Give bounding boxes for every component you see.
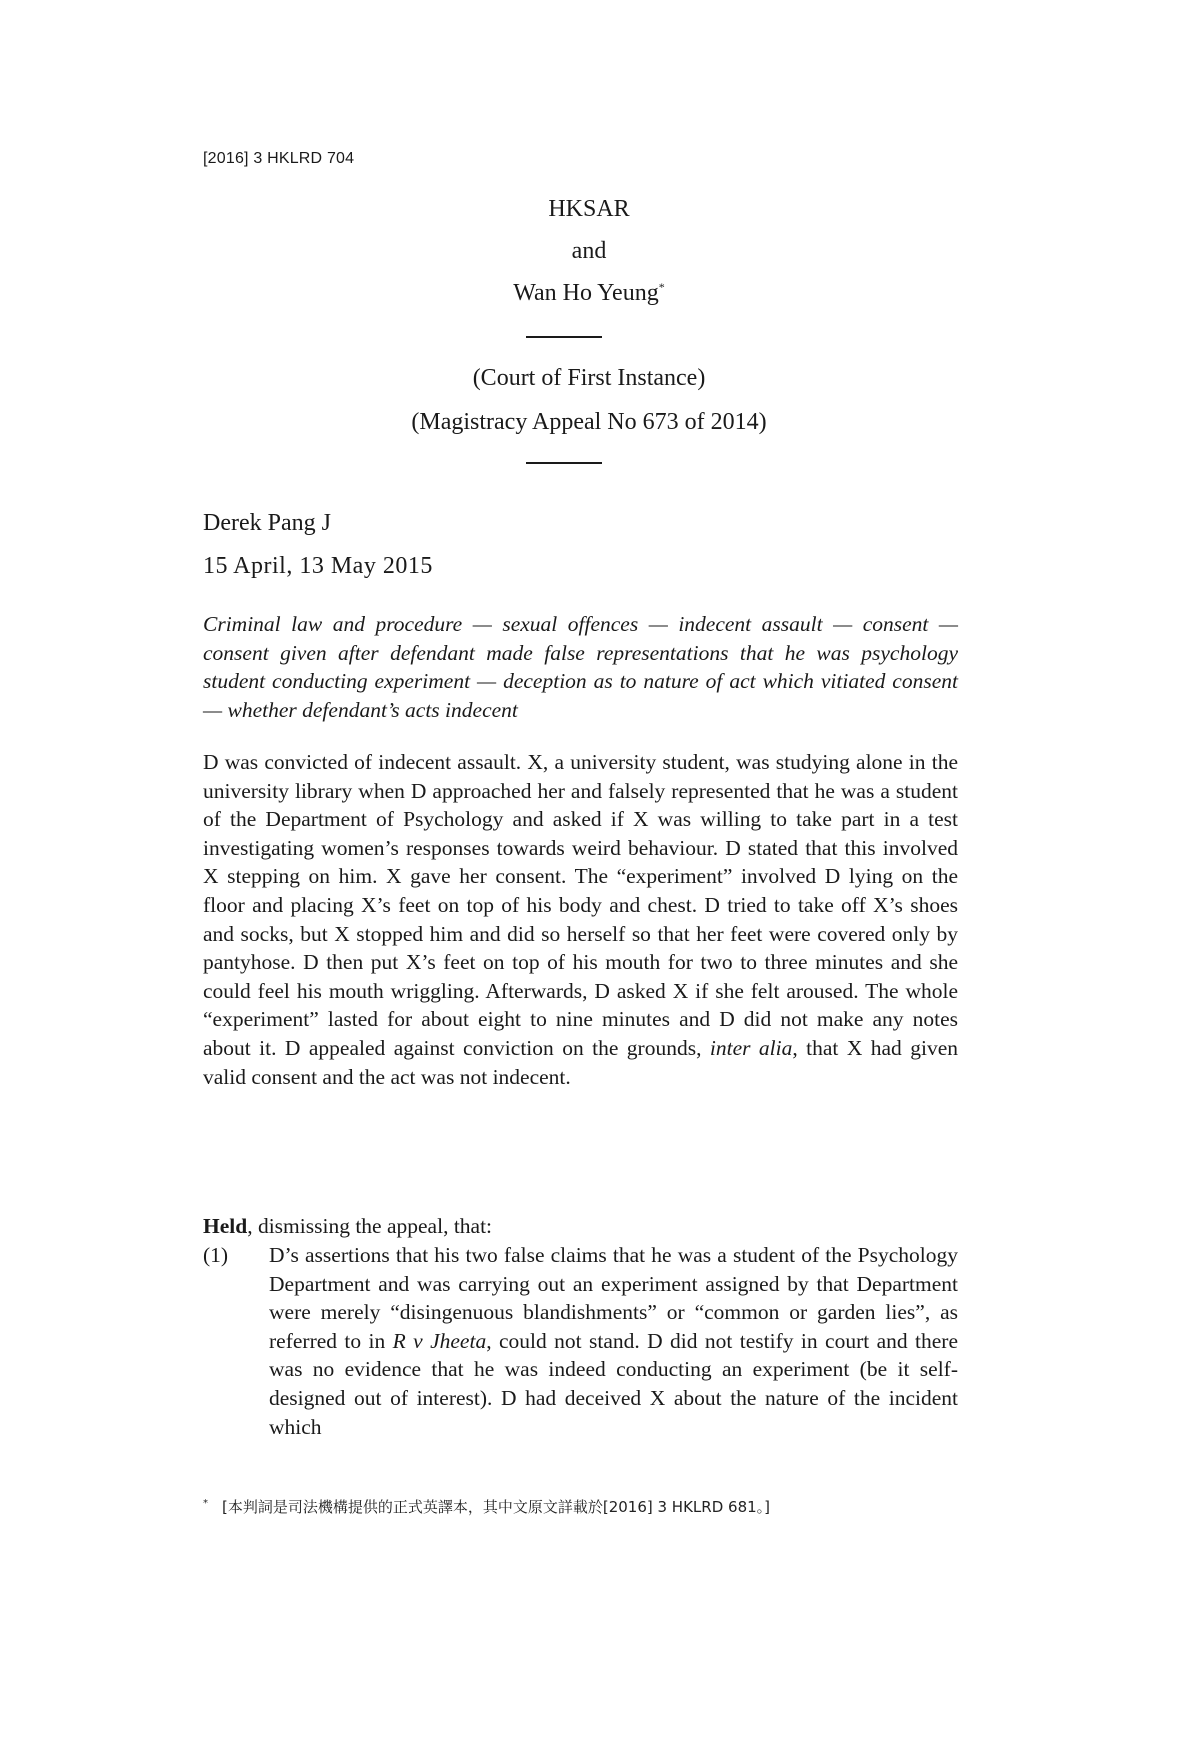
headnote-paragraph [203, 748, 958, 1091]
judge-name: Derek Pang J [203, 510, 331, 536]
party-two-name: Wan Ho Yeung [513, 280, 659, 306]
court-name: (Court of First Instance) [472, 365, 706, 391]
catchwords: Criminal law and procedure — sexual offences — indecent assault — consent — consent given after defendant made false representations that he was psychology student conducting experiment — deception as to nature of act which vitiated consent — whether defendant’s acts indecent [203, 612, 958, 722]
headnote-text-end: , that X had given valid consent and the act was not indecent. [203, 1035, 958, 1089]
held-item-text [269, 1241, 958, 1441]
report-citation: [2016] 3 HKLRD 704 [203, 150, 355, 167]
party-two [200, 280, 978, 307]
appeal-number: (Magistracy Appeal No 673 of 2014) [411, 409, 767, 435]
divider-rule [526, 336, 602, 338]
headnote-latin-phrase: inter alia [709, 1035, 793, 1060]
footnote-marker: * [203, 1498, 208, 1509]
party-one: HKSAR [548, 196, 630, 222]
held-item-text-part: D’s assertions that his two false claims that he was a student of the Psychology Department and was carrying out an experiment assigned by that Department were merely “disingenuous blandishments” or “common or garden lies”, as referred to in [269, 1243, 958, 1353]
held-label: Held [203, 1214, 248, 1238]
held-intro [203, 1212, 492, 1241]
held-item-text-part: , could not stand. D did not testify in court and there was no evidence that he was indeed conducting an experiment (be it self-designed out of interest). D had deceived X about the nature of the incident which [269, 1328, 958, 1439]
held-intro-text: , dismissing the appeal, that: [247, 1214, 493, 1238]
held-item-number: (1) [203, 1243, 229, 1267]
hearing-dates: 15 April, 13 May 2015 [203, 553, 433, 579]
party-conjunction: and [571, 238, 607, 264]
footnote [203, 1496, 770, 1517]
divider-rule [526, 462, 602, 464]
footnote-text: [本判詞是司法機構提供的正式英譯本，其中文原文詳載於[2016] 3 HKLRD 681。] [222, 1498, 771, 1516]
case-reference: R v Jheeta [392, 1328, 487, 1353]
headnote-text: D was convicted of indecent assault. X, a university student, was studying alone in the university library when D approached her and falsely represented that he was a student of the Department of Psychology and asked if X was willing to take part in a test investigating women’s responses towards weird behaviour. D stated that this involved X stepping on him. X gave her consent. The “experiment” involved D lying on the floor and placing X’s feet on top of his body and chest. D tried to take off X’s shoes and socks, but X stopped him and did so herself so that her feet were covered only by pantyhose. D then put X’s feet on top of his mouth for two to three minutes and she could feel his mouth wriggling. Afterwards, D asked X if she felt aroused. The whole “experiment” lasted for about eight to nine minutes and D did not make any notes about it. D appealed against conviction on the grounds, [203, 750, 958, 1060]
footnote-marker: * [658, 280, 665, 294]
